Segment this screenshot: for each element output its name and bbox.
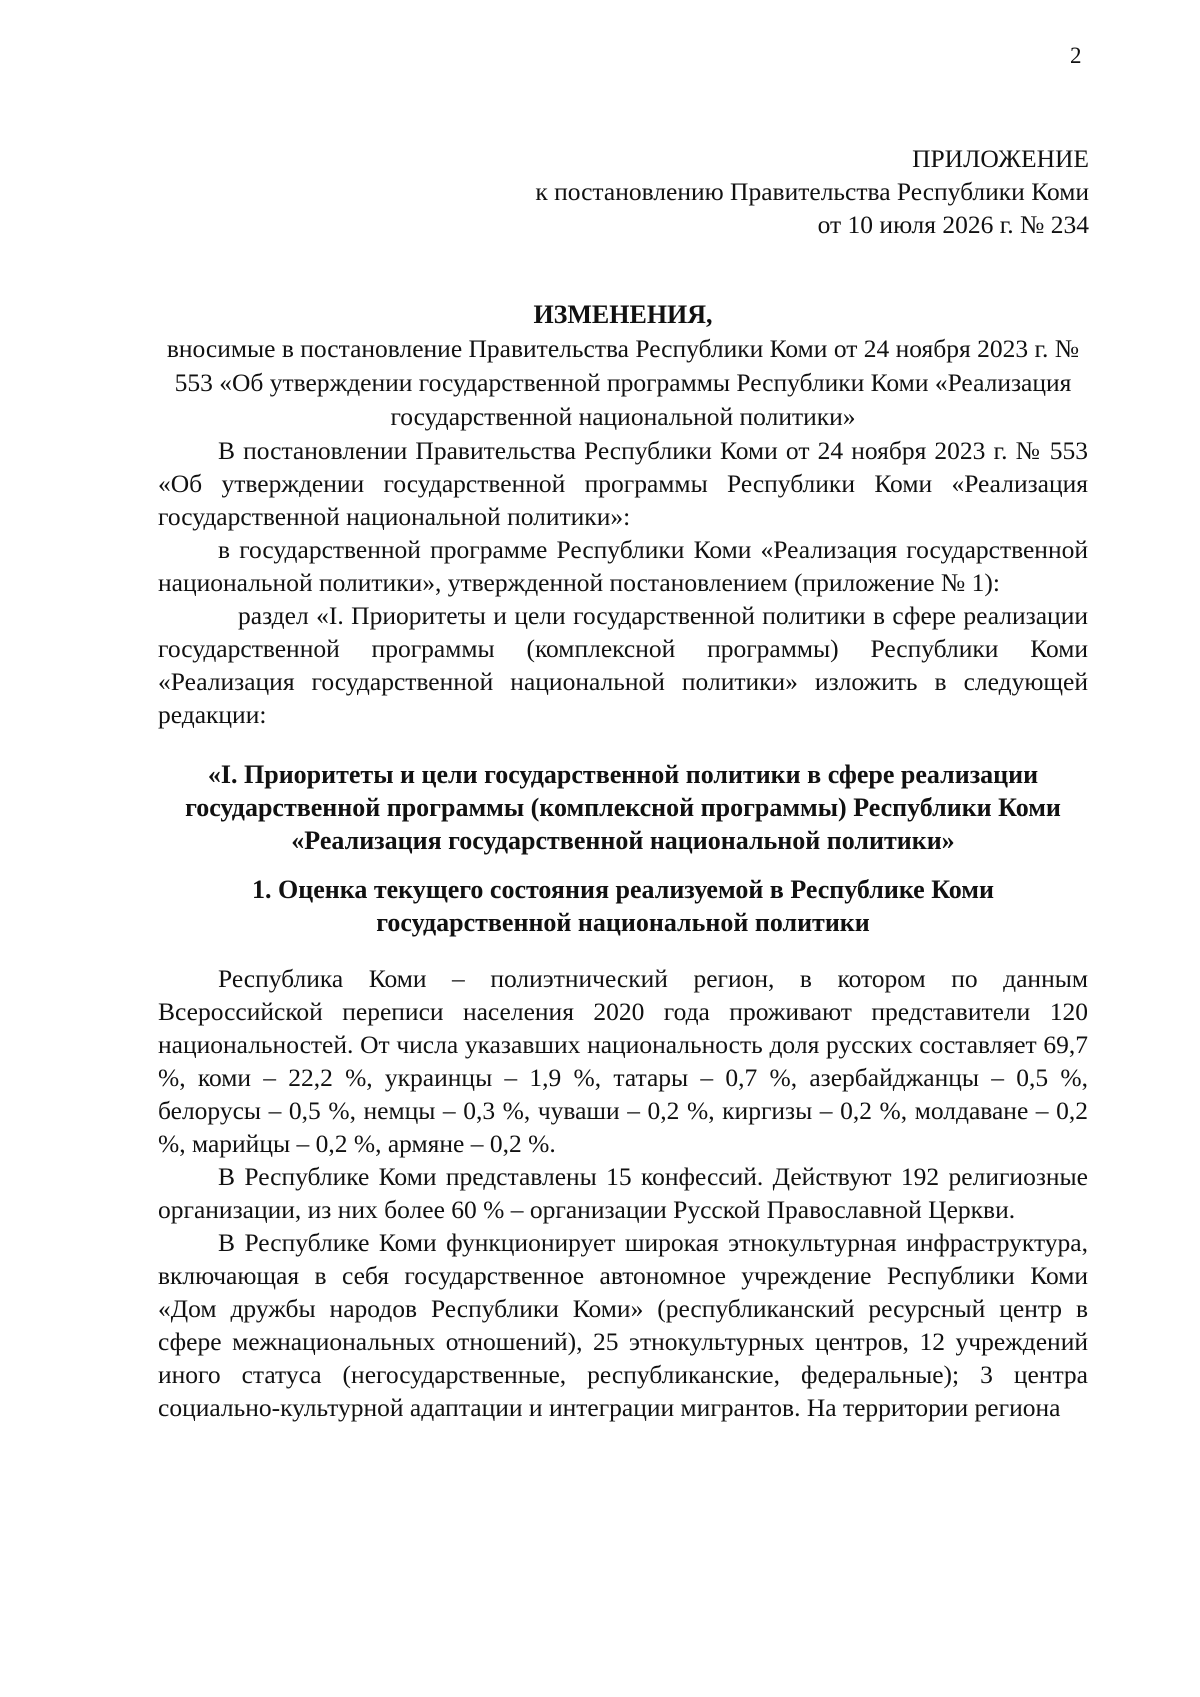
subsection-heading: 1. Оценка текущего состояния реализуемой в Республике Коми государственной национальной политики [252, 875, 994, 937]
content-paragraph-1: Республика Коми – полиэтнический регион, в котором по данным Всероссийской переписи населения 2020 года проживают представители 120 национальностей. От числа указавших национальность доля русских составляет 69,7 %, коми – 22,2 %, украинцы – 1,9 %, татары – 0,7 %, азербайджанцы – 0,5 %, белорусы – 0,5 %, немцы – 0,3 %, чуваши – 0,2 %, киргизы – 0,2 %, молдаване – 0,2 %, марийцы – 0,2 %, армяне – 0,2 %. [158, 964, 1088, 1158]
document-title: ИЗМЕНЕНИЯ, [533, 300, 713, 329]
main-content [158, 962, 1088, 1424]
content-paragraph-3: В Республике Коми функционирует широкая этнокультурная инфраструктура, включающая в себя государственное автономное учреждение Республики Коми «Дом дружбы народов Республики Коми» (республиканский ресурсный центр в сфере межнациональных отношений), 25 этнокультурных центров, 12 учреждений иного статуса (негосударственные, республиканские, федеральные); 3 центра социально-культурной адаптации и интеграции мигрантов. На территории региона [158, 1228, 1088, 1422]
section-heading: «I. Приоритеты и цели государственной политики в сфере реализации государственной программы (комплексной программы) Республики Коми «Реализация государственной национальной политики» [185, 760, 1061, 855]
intro-paragraph-2: в государственной программе Республики Коми «Реализация государственной национальной политики», утвержденной постановлением (приложение № 1): [158, 535, 1088, 597]
appendix-label: ПРИЛОЖЕНИЕ [912, 144, 1089, 173]
document-subtitle: вносимые в постановление Правительства Республики Коми от 24 ноября 2023 г. № 553 «Об утверждении государственной программы Республики Коми «Реализация государственной национальной политики» [166, 334, 1080, 431]
intro-paragraph-3: раздел «I. Приоритеты и цели государственной политики в сфере реализации государственной программы (комплексной программы) Республики Коми «Реализация государственной национальной политики» изложить в следующей редакции: [158, 601, 1088, 729]
appendix-header [389, 142, 1089, 241]
page-number: 2 [1070, 43, 1082, 68]
intro-paragraph-1: В постановлении Правительства Республики Коми от 24 ноября 2023 г. № 553 «Об утверждении государственной программы Республики Коми «Реализация государственной национальной политики»: [158, 436, 1088, 531]
appendix-date: от 10 июля 2026 г. № 234 [817, 210, 1089, 239]
content-paragraph-2: В Республике Коми представлены 15 конфессий. Действуют 192 религиозные организации, из них более 60 % – организации Русской Православной Церкви. [158, 1162, 1088, 1224]
intro-text [158, 434, 1088, 731]
appendix-reference: к постановлению Правительства Республики Коми [535, 177, 1089, 206]
document-title-block [158, 298, 1088, 434]
